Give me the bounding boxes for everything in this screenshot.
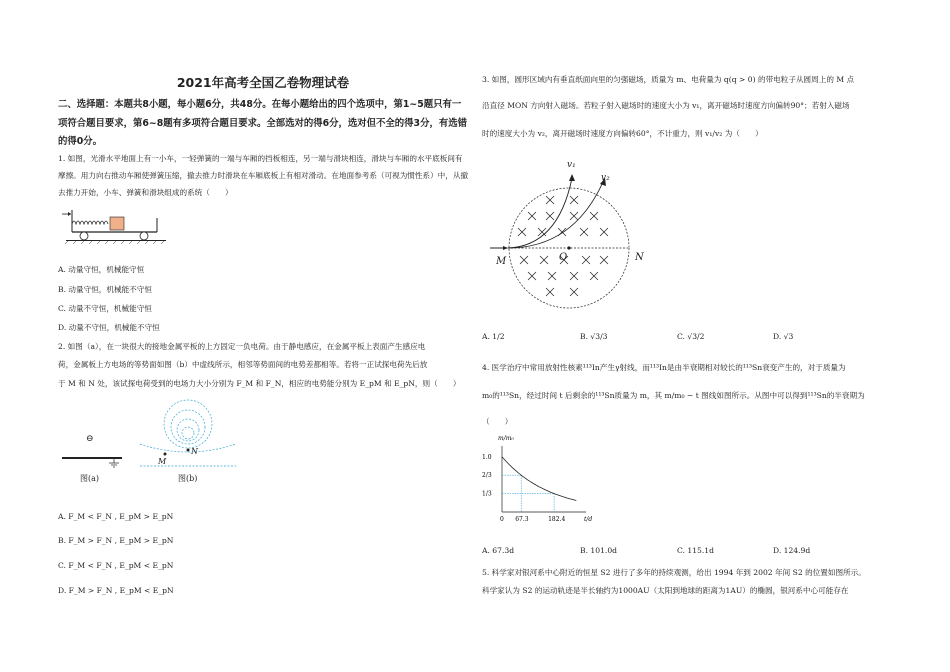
- question-2-line1: 2. 如图（a），在一块很大的接地金属平板的上方固定一负电荷。由于静电感应，在金属平板上表面产生感应电: [58, 342, 426, 351]
- question-4-line1: 4. 医学治疗中常用放射性核素¹¹³In产生γ射线，而¹¹³In是由半衰期相对较长的¹¹³Sn衰变产生的，对于质量为: [482, 363, 846, 372]
- fig-b-label: 图(b): [178, 474, 198, 483]
- q3-option-b: B. √3/3: [580, 332, 608, 341]
- question-4-line2: m₀的¹¹³Sn，经过时间 t 后剩余的¹¹³Sn质量为 m，其 m/m₀ − t 图线如图所示。从图中可以得到¹¹³Sn的半衰期为: [482, 391, 865, 400]
- q2-option-b: B. F_M > F_N , E_pM > E_pN: [58, 536, 174, 545]
- q1-option-d: D. 动量不守恒，机械能不守恒: [58, 323, 160, 332]
- q3-magnetic-field-figure: [488, 160, 648, 320]
- page-title: 2021年高考全国乙卷物理试卷: [176, 75, 350, 90]
- y-tick-label: 2/3: [482, 472, 492, 480]
- q4-option-c: C. 115.1d: [677, 546, 714, 555]
- q2-option-c: C. F_M < F_N , E_pM < E_pN: [58, 561, 174, 570]
- y-axis-label: m/m₀: [498, 435, 514, 442]
- question-4-line3: （ ）: [482, 417, 513, 426]
- q3-option-d: D. √3: [773, 332, 794, 341]
- question-3-line3: 时的速度大小为 v₂，离开磁场时速度方向偏转60°，不计重力，则 v₁/v₂ 为（ ）: [482, 129, 763, 138]
- q1-option-c: C. 动量不守恒，机械能守恒: [58, 304, 152, 313]
- question-5-line1: 5. 科学家对银河系中心附近的恒星 S2 进行了多年的持续观测，给出 1994 年到 2002 年间 S2 的位置如图所示。: [482, 568, 866, 577]
- label-m-point: M: [496, 256, 507, 267]
- decay-curve: [502, 457, 576, 501]
- y-tick-label: 1/3: [482, 490, 492, 498]
- q4-option-a: A. 67.3d: [482, 546, 515, 555]
- question-1-text: 1. 如图，光滑水平地面上有一小车，一轻弹簧的一端与车厢的挡板相连，另一端与滑块相连，滑块与车厢的水平底板间有摩擦。用力向右推动车厢使弹簧压缩，撤去推力时滑块在车厢底板上有相对滑动。在地面参考系（可视为惯性系）中，从撤去推力开始，小车、弹簧和滑块组成的系统（ ）: [58, 154, 469, 197]
- label-v2: v₂: [601, 173, 610, 183]
- q2-figure-a: [62, 450, 132, 470]
- question-3-line1: 3. 如图，圆形区域内有垂直纸面向里的匀强磁场，质量为 m、电荷量为 q(q > 0) 的带电粒子从圆周上的 M 点: [482, 75, 855, 84]
- q1-option-b: B. 动量守恒，机械能不守恒: [58, 285, 152, 294]
- label-v1: v₁: [567, 160, 576, 170]
- y-tick-label: 1.0: [482, 453, 492, 461]
- x-tick-label: 0: [500, 516, 504, 523]
- x-axis-label: t/d: [584, 516, 593, 523]
- x-tick-label: 182.4: [548, 516, 566, 523]
- section-heading: 二、选择题：本题共8小题，每小题6分，共48分。在每小题给出的四个选项中，第1~5题只有一项符合题目要求，第6~8题有多项符合题目要求。全部选对的得6分，选对但不全的得3分，有选错的得0分。: [58, 99, 467, 147]
- point-m-dot: [164, 453, 167, 456]
- question-5-line2: 科学家认为 S2 的运动轨迹是半长轴约为1000AU（太阳到地球的距离为1AU）的椭圆，银河系中心可能存在: [482, 586, 849, 595]
- x-tick-label: 67.3: [515, 516, 529, 523]
- label-n: N: [191, 447, 198, 456]
- q2-option-a: A. F_M < F_N , E_pM > E_pN: [58, 512, 174, 521]
- label-m: M: [158, 457, 167, 466]
- point-n-dot: [187, 449, 190, 452]
- q2-figure-b: [140, 398, 240, 472]
- fig-a-label: 图(a): [80, 474, 100, 483]
- label-n-point: N: [635, 252, 644, 263]
- q4-decay-chart: [480, 435, 593, 526]
- q1-cart-figure: [62, 206, 172, 242]
- q3-option-a: A. 1/2: [482, 332, 505, 341]
- q1-option-a: A. 动量守恒，机械能守恒: [58, 265, 145, 274]
- negative-charge-symbol: ⊖: [86, 434, 94, 444]
- label-o-center: O: [559, 252, 568, 263]
- question-3-line2: 沿直径 MON 方向射入磁场。若粒子射入磁场时的速度大小为 v₁，离开磁场时速度方向偏转90°；若射入磁场: [482, 101, 850, 110]
- q3-option-c: C. √3/2: [677, 332, 705, 341]
- question-2-line2: 荷，金属板上方电场的等势面如图（b）中虚线所示，相邻等势面间的电势差都相等。若将一正试探电荷先后放: [58, 360, 428, 369]
- q4-option-d: D. 124.9d: [773, 546, 811, 555]
- q4-option-b: B. 101.0d: [580, 546, 618, 555]
- q2-option-d: D. F_M > F_N , E_pM < E_pN: [58, 586, 174, 595]
- question-2-line3: 于 M 和 N 处，该试探电荷受到的电场力大小分别为 F_M 和 F_N，相应的电势能分别为 E_pM 和 E_pN，则（ ）: [58, 379, 461, 388]
